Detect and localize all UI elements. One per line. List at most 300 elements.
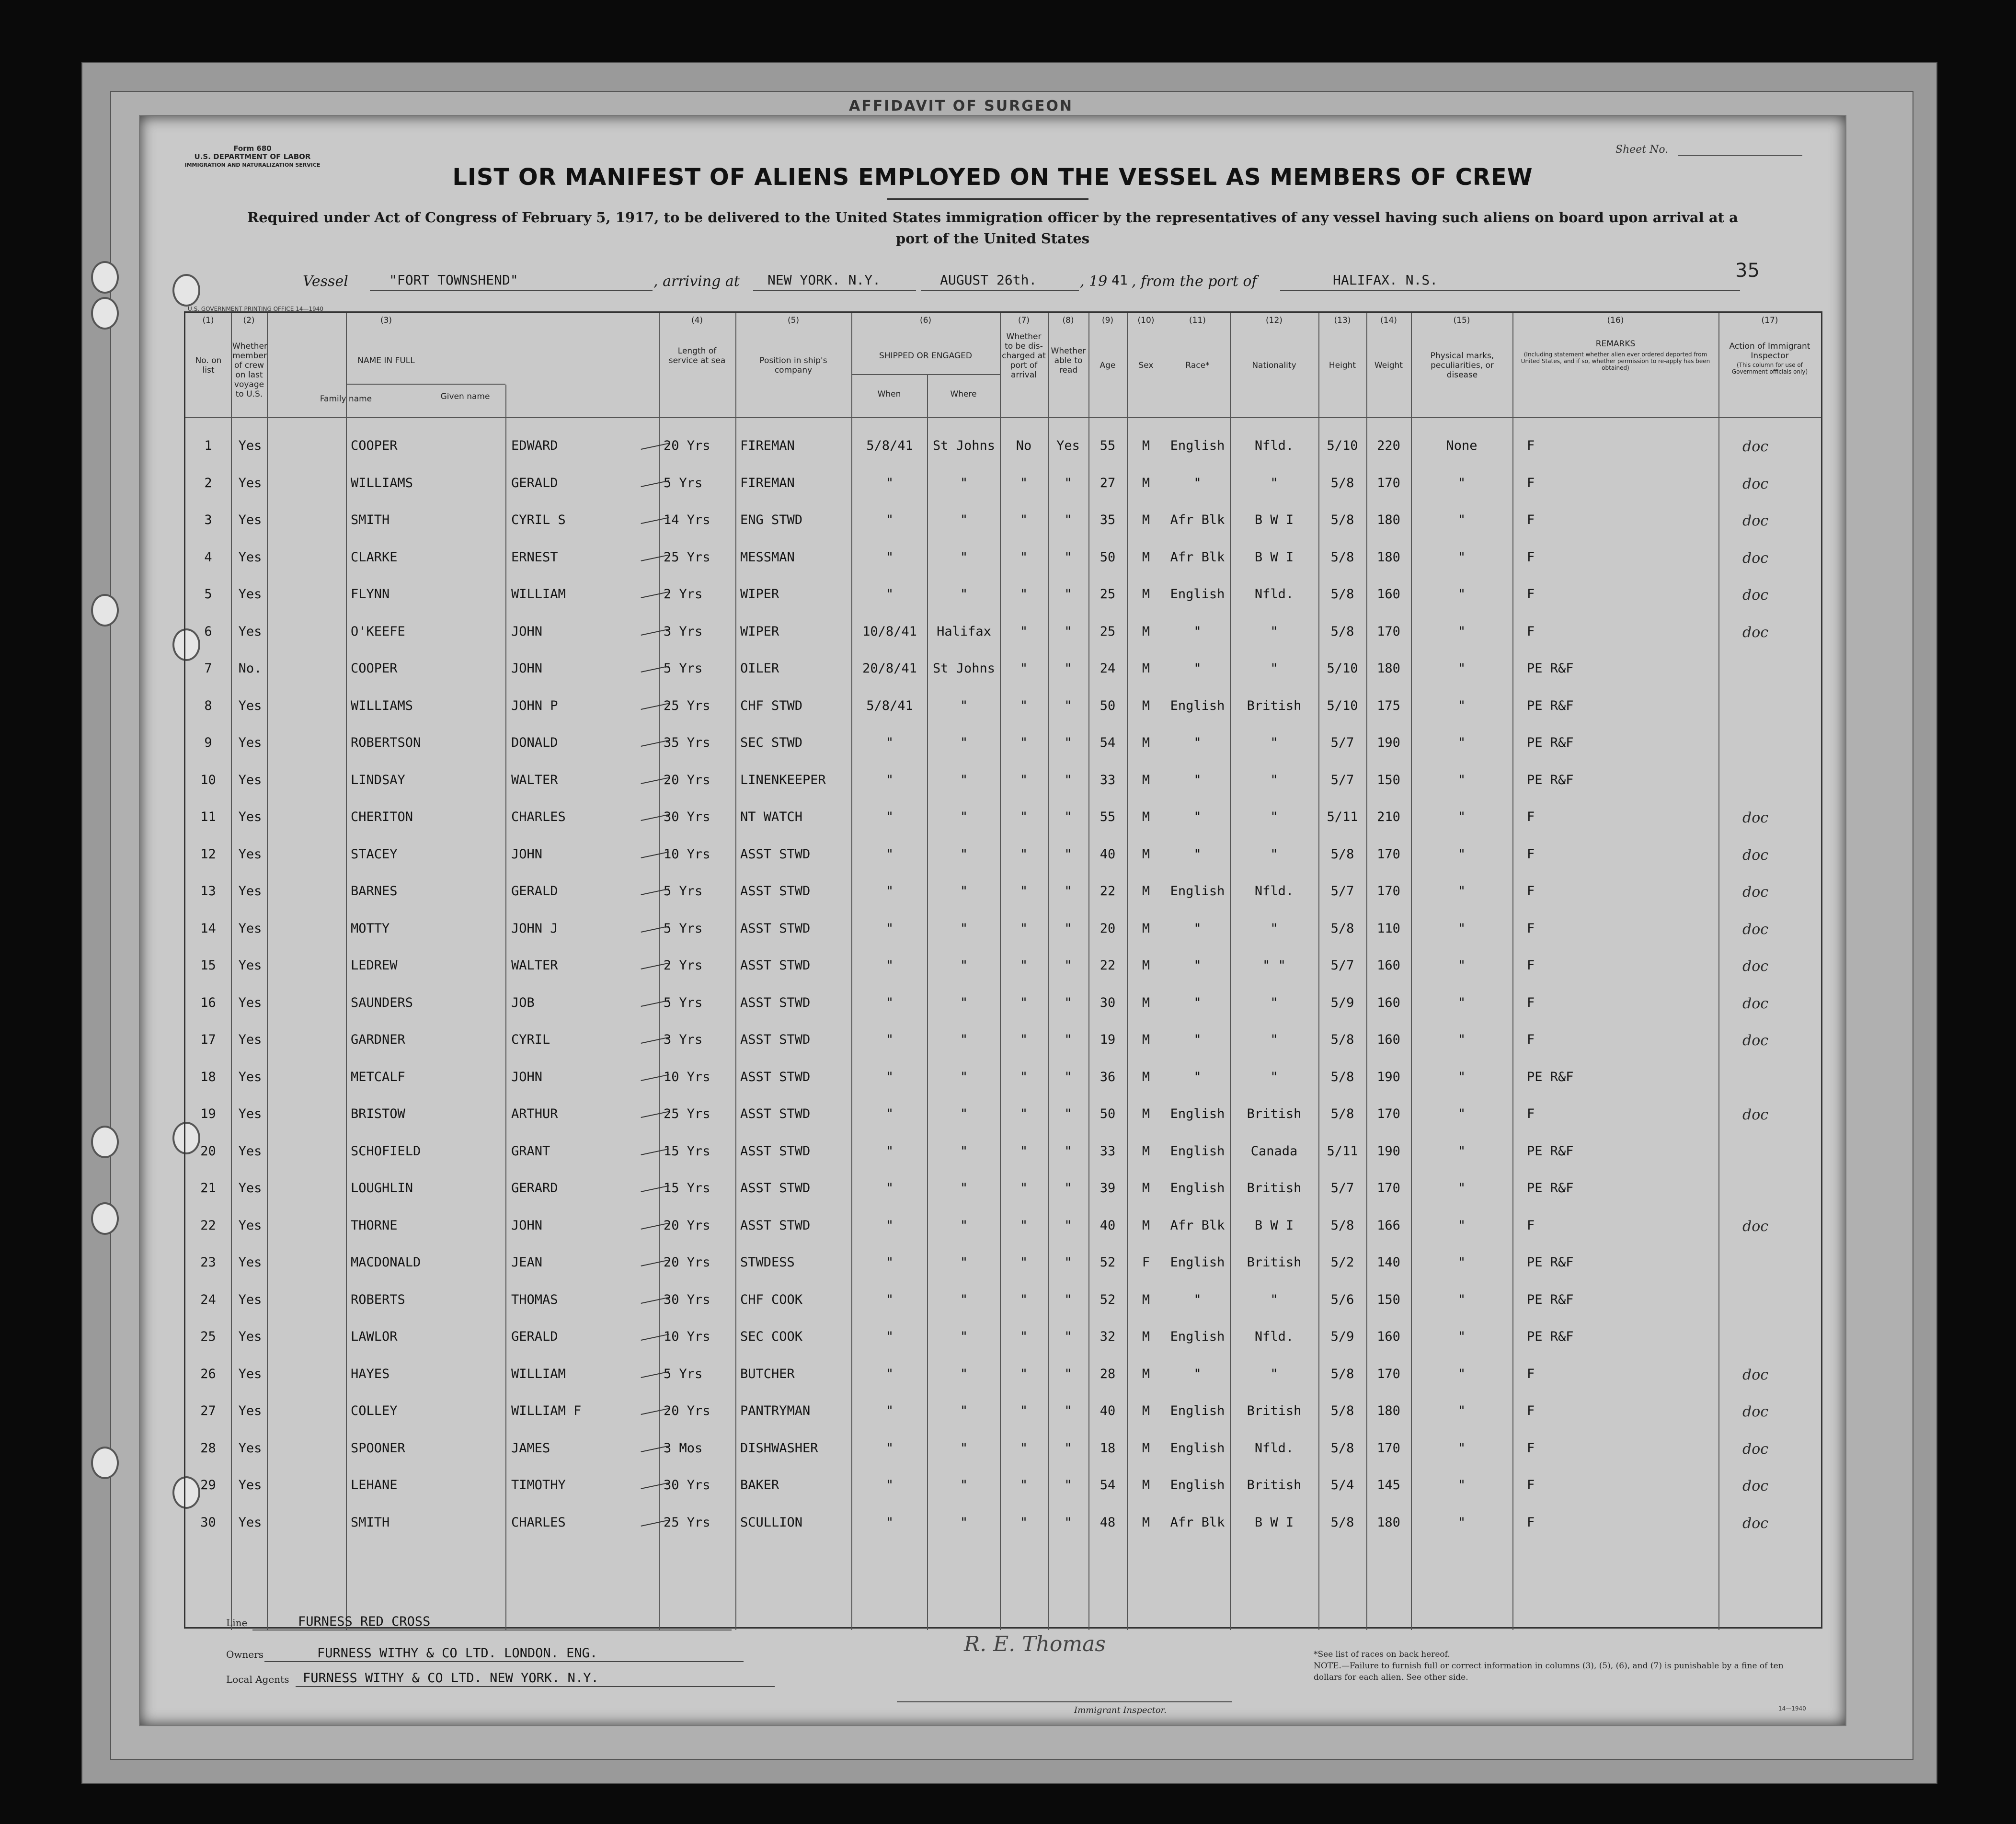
cell-discharged: ": [1019, 1106, 1028, 1121]
col-7-number: (7): [1018, 316, 1030, 325]
cell-discharged: ": [1019, 809, 1028, 824]
cell-sex: M: [1142, 1106, 1150, 1121]
cell-given: JOHN: [511, 847, 543, 862]
cell-age: 30: [1100, 995, 1116, 1010]
col-17-header: Action of Immigrant Inspector: [1729, 342, 1810, 361]
page-title: LIST OR MANIFEST OF ALIENS EMPLOYED ON THE VESSEL AS MEMBERS OF CREW: [452, 164, 1533, 191]
cell-read: ": [1064, 1106, 1072, 1121]
cell-nationality: Nfld.: [1254, 438, 1294, 453]
cell-sex: M: [1142, 587, 1150, 602]
cell-remarks: PE R&F: [1527, 1144, 1574, 1159]
cell-sex: M: [1142, 1144, 1150, 1159]
cell-no: 15: [200, 958, 216, 973]
cell-read: ": [1064, 550, 1072, 565]
cell-marks: ": [1457, 624, 1466, 639]
cell-service: 3 Yrs: [664, 1032, 703, 1047]
cell-when: ": [885, 1292, 894, 1307]
cell-prev: Yes: [238, 698, 262, 713]
cell-family: LOUGHLIN: [351, 1181, 413, 1196]
cell-height: 5/4: [1330, 1478, 1354, 1493]
cell-family: HAYES: [351, 1367, 390, 1381]
cell-when: ": [885, 476, 894, 490]
cell-given: JOHN: [511, 1218, 543, 1233]
cell-race: ": [1193, 809, 1202, 824]
penalty-note: NOTE.—Failure to furnish full or correct information in columns (3), (5), (6), and (7) is punishable by a fine of ten dollars for each alien. See other side.: [1314, 1661, 1784, 1682]
cell-discharged: ": [1019, 995, 1028, 1010]
cell-position: SEC COOK: [740, 1329, 803, 1344]
col-10-header: Sex: [1138, 361, 1154, 370]
cell-position: ASST STWD: [740, 1106, 811, 1121]
cell-nationality: ": [1270, 773, 1278, 787]
cell-family: BRISTOW: [351, 1106, 405, 1121]
col-6-header: SHIPPED OR ENGAGED: [879, 351, 972, 361]
arriving-port: NEW YORK. N.Y.: [767, 272, 881, 288]
cell-race: ": [1193, 995, 1202, 1010]
cell-when: ": [885, 513, 894, 527]
cell-service: 25 Yrs: [664, 1515, 710, 1530]
column-divider: [346, 313, 347, 1630]
cell-weight: 160: [1377, 958, 1400, 973]
cell-nationality: ": [1270, 476, 1278, 490]
column-divider: [735, 313, 736, 1630]
cell-marks: ": [1457, 1515, 1466, 1530]
cell-prev: Yes: [238, 958, 262, 973]
vessel-line: [303, 269, 1740, 298]
cell-weight: 180: [1377, 1403, 1400, 1418]
from-port: HALIFAX. N.S.: [1333, 272, 1438, 288]
cell-sex: M: [1142, 1032, 1150, 1047]
cell-marks: ": [1457, 1292, 1466, 1307]
cell-family: STACEY: [351, 847, 398, 862]
cell-height: 5/7: [1330, 773, 1354, 787]
col-17-number: (17): [1761, 316, 1778, 325]
cell-sex: M: [1142, 1218, 1150, 1233]
cell-no: 10: [200, 773, 216, 787]
cell-race: English: [1170, 1441, 1225, 1456]
cell-prev: Yes: [238, 550, 262, 565]
cell-marks: ": [1457, 773, 1466, 787]
cell-when: ": [885, 921, 894, 936]
cell-no: 28: [200, 1441, 216, 1456]
cell-given: WALTER: [511, 958, 558, 973]
cell-given: THOMAS: [511, 1292, 558, 1307]
cell-weight: 170: [1377, 1367, 1400, 1381]
cell-nationality: B W I: [1254, 1515, 1294, 1530]
cell-age: 22: [1100, 958, 1116, 973]
cell-prev: Yes: [238, 1218, 262, 1233]
cell-when: ": [885, 1032, 894, 1047]
cell-where: ": [960, 921, 968, 936]
cell-action: doc: [1742, 809, 1769, 826]
cell-family: CLARKE: [351, 550, 398, 565]
cell-race: English: [1170, 698, 1225, 713]
cell-action: doc: [1742, 1218, 1769, 1235]
cell-height: 5/8: [1330, 1218, 1354, 1233]
cell-action: doc: [1742, 513, 1769, 529]
col-14-number: (14): [1380, 316, 1397, 325]
cell-no: 26: [200, 1367, 216, 1381]
column-divider: [505, 385, 506, 1630]
cell-position: OILER: [740, 661, 779, 676]
cell-race: ": [1193, 1292, 1202, 1307]
cell-height: 5/8: [1330, 1403, 1354, 1418]
cell-remarks: F: [1527, 921, 1535, 936]
owners-value: FURNESS WITHY & CO LTD. LONDON. ENG.: [317, 1646, 598, 1661]
cell-family: MOTTY: [351, 921, 390, 936]
cell-marks: ": [1457, 1478, 1466, 1493]
cell-position: FIREMAN: [740, 438, 795, 453]
cell-position: WIPER: [740, 587, 779, 602]
cell-family: FLYNN: [351, 587, 390, 602]
cell-when: ": [885, 1478, 894, 1493]
cell-when: ": [885, 587, 894, 602]
col-4-header: Length of service at sea: [668, 346, 726, 365]
cell-when: ": [885, 1255, 894, 1270]
cell-when: ": [885, 884, 894, 899]
cell-discharged: ": [1019, 735, 1028, 750]
cell-family: CHERITON: [351, 809, 413, 824]
cell-weight: 140: [1377, 1255, 1400, 1270]
cell-service: 25 Yrs: [664, 698, 710, 713]
cell-no: 20: [200, 1144, 216, 1159]
cell-weight: 170: [1377, 476, 1400, 490]
binder-hole: [172, 274, 200, 307]
cell-discharged: ": [1019, 1329, 1028, 1344]
cell-prev: Yes: [238, 1441, 262, 1456]
cell-where: ": [960, 1255, 968, 1270]
cell-remarks: F: [1527, 438, 1535, 453]
cell-sex: M: [1142, 1367, 1150, 1381]
cell-action: doc: [1742, 587, 1769, 604]
cell-age: 55: [1100, 438, 1116, 453]
cell-height: 5/8: [1330, 1106, 1354, 1121]
cell-age: 54: [1100, 1478, 1116, 1493]
column-divider: [1512, 313, 1513, 1630]
cell-service: 5 Yrs: [664, 476, 703, 490]
col-11-number: (11): [1189, 316, 1206, 325]
cell-nationality: " ": [1262, 958, 1286, 973]
cell-discharged: ": [1019, 1144, 1028, 1159]
arrival-date: AUGUST 26th.: [940, 272, 1037, 288]
cell-remarks: F: [1527, 1403, 1535, 1418]
cell-read: ": [1064, 735, 1072, 750]
cell-marks: ": [1457, 698, 1466, 713]
cell-given: GRANT: [511, 1144, 550, 1159]
cell-prev: Yes: [238, 1292, 262, 1307]
cell-given: WALTER: [511, 773, 558, 787]
service-name: IMMIGRATION AND NATURALIZATION SERVICE: [184, 162, 321, 168]
owners-label: Owners: [226, 1649, 264, 1660]
cell-position: DISHWASHER: [740, 1441, 818, 1456]
cell-weight: 210: [1377, 809, 1400, 824]
cell-sex: M: [1142, 624, 1150, 639]
cell-no: 18: [200, 1070, 216, 1084]
cell-family: ROBERTS: [351, 1292, 405, 1307]
cell-age: 20: [1100, 921, 1116, 936]
cell-sex: M: [1142, 1441, 1150, 1456]
cell-where: ": [960, 1032, 968, 1047]
cell-position: ASST STWD: [740, 1070, 811, 1084]
cell-read: ": [1064, 1403, 1072, 1418]
cell-age: 40: [1100, 847, 1116, 862]
cell-position: SEC STWD: [740, 735, 803, 750]
cell-remarks: F: [1527, 513, 1535, 527]
binder-hole: [91, 1202, 119, 1235]
cell-race: English: [1170, 438, 1225, 453]
cell-age: 25: [1100, 587, 1116, 602]
cell-height: 5/6: [1330, 1292, 1354, 1307]
sheet-number-label: Sheet No.: [1615, 144, 1669, 156]
cell-prev: Yes: [238, 921, 262, 936]
cell-no: 21: [200, 1181, 216, 1196]
cell-action: doc: [1742, 1441, 1769, 1458]
cell-position: BUTCHER: [740, 1367, 795, 1381]
cell-nationality: B W I: [1254, 550, 1294, 565]
cell-nationality: ": [1270, 1292, 1278, 1307]
cell-weight: 150: [1377, 1292, 1400, 1307]
cell-prev: Yes: [238, 587, 262, 602]
cell-when: ": [885, 1441, 894, 1456]
col-17-note: (This column for use of Government officials only): [1731, 362, 1808, 375]
line-value: FURNESS RED CROSS: [298, 1614, 431, 1629]
cell-weight: 170: [1377, 847, 1400, 862]
race-note: *See list of races on back hereof.: [1314, 1650, 1450, 1659]
cell-sex: M: [1142, 550, 1150, 565]
cell-position: ASST STWD: [740, 1144, 811, 1159]
subtitle-line-2: port of the United States: [895, 230, 1090, 247]
cell-no: 7: [204, 661, 212, 676]
cell-marks: ": [1457, 1032, 1466, 1047]
cell-nationality: B W I: [1254, 1218, 1294, 1233]
cell-when: ": [885, 958, 894, 973]
cell-marks: ": [1457, 1181, 1466, 1196]
cell-race: ": [1193, 958, 1202, 973]
cell-remarks: F: [1527, 809, 1535, 824]
cell-given: JOHN P: [511, 698, 558, 713]
column-divider: [231, 313, 232, 1630]
cell-remarks: F: [1527, 1478, 1535, 1493]
cell-where: ": [960, 735, 968, 750]
cell-marks: ": [1457, 1144, 1466, 1159]
cell-service: 14 Yrs: [664, 513, 710, 527]
cell-height: 5/7: [1330, 884, 1354, 899]
cell-age: 39: [1100, 1181, 1116, 1196]
cell-when: ": [885, 847, 894, 862]
cell-when: 20/8/41: [862, 661, 917, 676]
cell-sex: M: [1142, 661, 1150, 676]
cell-where: ": [960, 847, 968, 862]
cell-where: ": [960, 1218, 968, 1233]
cell-where: ": [960, 1292, 968, 1307]
col-8-number: (8): [1062, 316, 1074, 325]
underlying-page-header: AFFIDAVIT OF SURGEON: [849, 98, 1073, 114]
col-14-header: Weight: [1374, 361, 1403, 370]
cell-where: ": [960, 995, 968, 1010]
cell-discharged: ": [1019, 1441, 1028, 1456]
cell-remarks: F: [1527, 1367, 1535, 1381]
cell-no: 27: [200, 1403, 216, 1418]
cell-height: 5/11: [1327, 809, 1358, 824]
cell-weight: 180: [1377, 1515, 1400, 1530]
col-8-header: Whether able to read: [1051, 346, 1086, 375]
cell-when: ": [885, 1329, 894, 1344]
arrival-year: 41: [1111, 272, 1128, 288]
cell-when: ": [885, 550, 894, 565]
col-9-number: (9): [1101, 316, 1114, 325]
crew-manifest-table: [184, 311, 1822, 1629]
cell-height: 5/8: [1330, 921, 1354, 936]
cell-nationality: ": [1270, 921, 1278, 936]
cell-no: 29: [200, 1478, 216, 1493]
cell-no: 1: [204, 438, 212, 453]
cell-family: WILLIAMS: [351, 698, 413, 713]
cell-where: ": [960, 1403, 968, 1418]
cell-service: 5 Yrs: [664, 995, 703, 1010]
cell-no: 19: [200, 1106, 216, 1121]
cell-service: 2 Yrs: [664, 587, 703, 602]
cell-marks: ": [1457, 847, 1466, 862]
cell-marks: ": [1457, 1070, 1466, 1084]
cell-given: DONALD: [511, 735, 558, 750]
cell-nationality: British: [1247, 1106, 1302, 1121]
cell-action: doc: [1742, 550, 1769, 567]
cell-where: ": [960, 958, 968, 973]
cell-age: 55: [1100, 809, 1116, 824]
binder-hole: [91, 1447, 119, 1479]
cell-position: BAKER: [740, 1478, 779, 1493]
cell-nationality: ": [1270, 1032, 1278, 1047]
col-5-header: Position in ship's company: [759, 356, 827, 375]
cell-prev: Yes: [238, 1032, 262, 1047]
cell-remarks: F: [1527, 995, 1535, 1010]
cell-where: ": [960, 1367, 968, 1381]
cell-remarks: F: [1527, 847, 1535, 862]
footer-notes: [1314, 1649, 1793, 1683]
cell-position: WIPER: [740, 624, 779, 639]
cell-action: doc: [1742, 884, 1769, 901]
cell-height: 5/7: [1330, 958, 1354, 973]
cell-race: Afr Blk: [1170, 513, 1225, 527]
cell-where: ": [960, 773, 968, 787]
cell-height: 5/8: [1330, 847, 1354, 862]
cell-discharged: ": [1019, 847, 1028, 862]
cell-nationality: British: [1247, 1478, 1302, 1493]
col-12-header: Nationality: [1252, 361, 1296, 370]
cell-sex: M: [1142, 735, 1150, 750]
cell-height: 5/8: [1330, 550, 1354, 565]
cell-when: ": [885, 1367, 894, 1381]
cell-position: ASST STWD: [740, 995, 811, 1010]
cell-position: ASST STWD: [740, 1032, 811, 1047]
cell-remarks: PE R&F: [1527, 773, 1574, 787]
cell-nationality: ": [1270, 995, 1278, 1010]
cell-action: doc: [1742, 1106, 1769, 1123]
cell-age: 40: [1100, 1403, 1116, 1418]
name-header-rule: [346, 384, 505, 385]
cell-no: 17: [200, 1032, 216, 1047]
cell-no: 23: [200, 1255, 216, 1270]
cell-service: 20 Yrs: [664, 773, 710, 787]
binder-hole: [91, 1126, 119, 1158]
cell-no: 3: [204, 513, 212, 527]
cell-sex: M: [1142, 1181, 1150, 1196]
cell-read: ": [1064, 513, 1072, 527]
cell-when: ": [885, 735, 894, 750]
cell-age: 50: [1100, 1106, 1116, 1121]
cell-where: ": [960, 698, 968, 713]
cell-nationality: ": [1270, 735, 1278, 750]
cell-given: GERALD: [511, 884, 558, 899]
cell-family: WILLIAMS: [351, 476, 413, 490]
cell-service: 10 Yrs: [664, 1329, 710, 1344]
cell-no: 4: [204, 550, 212, 565]
cell-service: 2 Yrs: [664, 958, 703, 973]
cell-given: ERNEST: [511, 550, 558, 565]
cell-prev: Yes: [238, 513, 262, 527]
cell-no: 12: [200, 847, 216, 862]
cell-no: 6: [204, 624, 212, 639]
inspector-signature: R. E. Thomas: [964, 1632, 1106, 1656]
col-16-note: (Including statement whether alien ever ordered deported from United States, and if so, whether permission to re-apply has been obtained): [1521, 351, 1710, 371]
cell-service: 20 Yrs: [664, 438, 710, 453]
cell-position: STWDESS: [740, 1255, 795, 1270]
cell-read: ": [1064, 624, 1072, 639]
cell-marks: ": [1457, 587, 1466, 602]
cell-sex: M: [1142, 995, 1150, 1010]
cell-race: ": [1193, 847, 1202, 862]
cell-nationality: British: [1247, 698, 1302, 713]
cell-no: 24: [200, 1292, 216, 1307]
cell-when: ": [885, 773, 894, 787]
cell-when: 5/8/41: [866, 698, 913, 713]
cell-when: ": [885, 1106, 894, 1121]
cell-marks: ": [1457, 476, 1466, 490]
column-divider: [267, 313, 268, 1630]
cell-age: 22: [1100, 884, 1116, 899]
cell-discharged: ": [1019, 1070, 1028, 1084]
cell-read: ": [1064, 1367, 1072, 1381]
cell-race: ": [1193, 735, 1202, 750]
cell-read: ": [1064, 773, 1072, 787]
cell-given: JEAN: [511, 1255, 543, 1270]
cell-weight: 220: [1377, 438, 1400, 453]
cell-height: 5/10: [1327, 438, 1358, 453]
cell-remarks: PE R&F: [1527, 661, 1574, 676]
cell-height: 5/8: [1330, 476, 1354, 490]
cell-age: 54: [1100, 735, 1116, 750]
cell-given: CYRIL: [511, 1032, 550, 1047]
cell-nationality: Nfld.: [1254, 587, 1294, 602]
cell-position: CHF STWD: [740, 698, 803, 713]
cell-nationality: Nfld.: [1254, 1441, 1294, 1456]
cell-prev: Yes: [238, 1515, 262, 1530]
cell-read: ": [1064, 1478, 1072, 1493]
cell-remarks: F: [1527, 1032, 1535, 1047]
cell-remarks: F: [1527, 1515, 1535, 1530]
cell-where: ": [960, 884, 968, 899]
cell-given: JOHN: [511, 661, 543, 676]
cell-height: 5/11: [1327, 1144, 1358, 1159]
cell-remarks: F: [1527, 958, 1535, 973]
cell-remarks: F: [1527, 1218, 1535, 1233]
cell-discharged: ": [1019, 1255, 1028, 1270]
cell-sex: M: [1142, 1070, 1150, 1084]
cell-height: 5/10: [1327, 661, 1358, 676]
cell-sex: M: [1142, 698, 1150, 713]
cell-remarks: F: [1527, 1441, 1535, 1456]
cell-sex: M: [1142, 773, 1150, 787]
cell-marks: ": [1457, 1106, 1466, 1121]
